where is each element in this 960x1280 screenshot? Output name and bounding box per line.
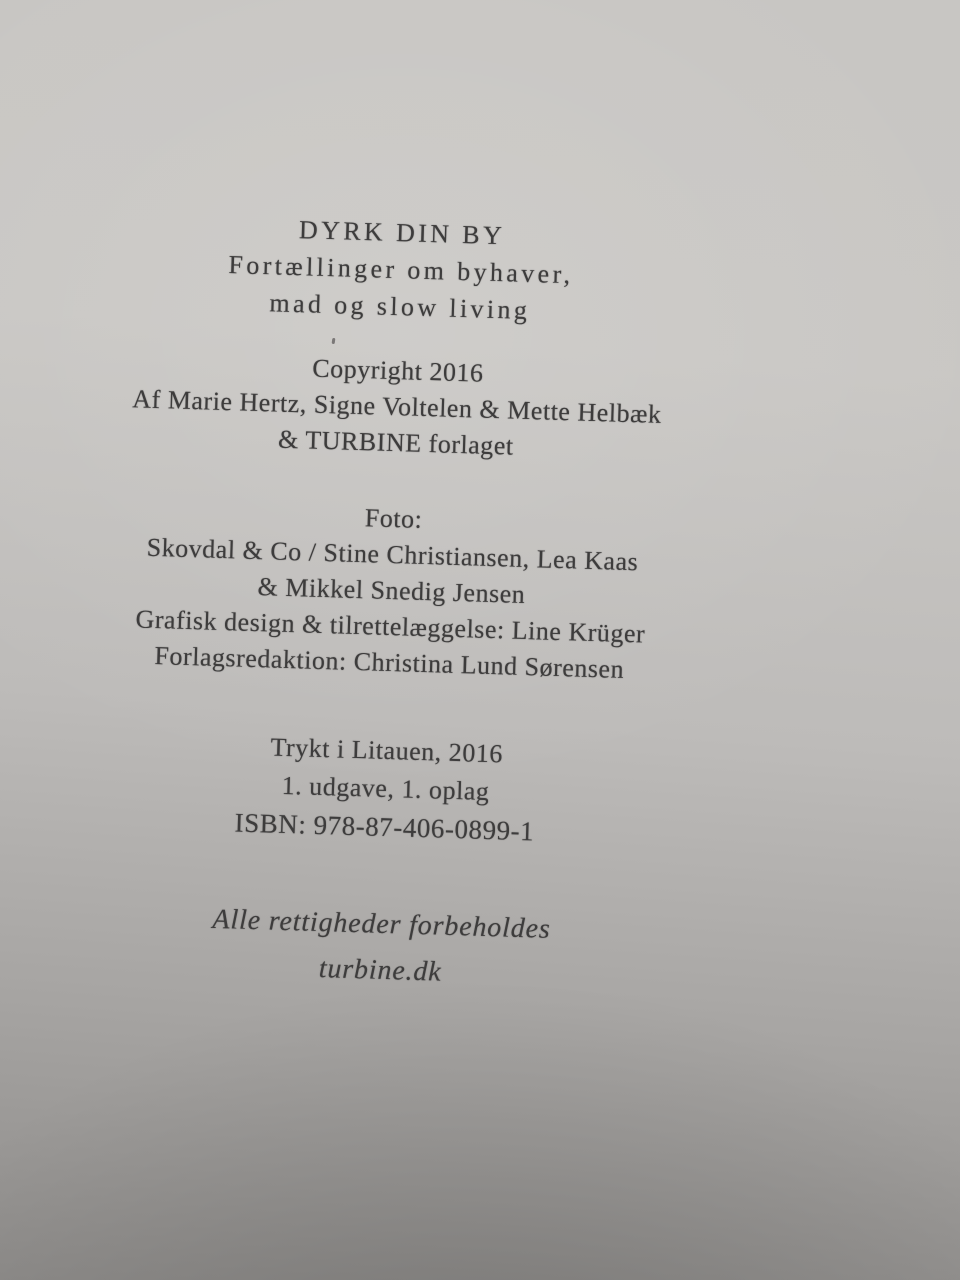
editorial-credit: Forlagsredaktion: Christina Lund Sørensen [154,641,625,684]
publisher-website: turbine.dk [318,953,442,988]
book-subtitle-line-2: mad og slow living [269,288,531,326]
design-credit: Grafisk design & tilrettelæggelse: Line Krüger [135,604,646,649]
copyright-block [5,342,788,473]
printing-block [0,720,777,857]
edition-line: 1. udgave, 1. oplag [281,770,490,807]
copyright-year: Copyright 2016 [311,353,484,388]
printed-in-line: Trykt i Litauen, 2016 [270,732,504,769]
photo-credits-names-2: & Mikkel Snedig Jensen [257,572,526,609]
book-title-block [10,203,793,337]
rights-block [0,890,772,1005]
book-title: DYRK DIN BY [298,215,506,251]
isbn-line: ISBN: 978-87-406-0899-1 [234,807,535,847]
photo-credits-names-1: Skovdal & Co / Stine Christiansen, Lea Kaas [146,532,639,577]
book-subtitle-line-1: Fortællinger om byhaver, [228,250,574,290]
copyright-publisher: & TURBINE forlaget [277,424,515,461]
rights-reserved-line: Alle rettigheder forbeholdes [212,903,552,945]
photo-credits-heading: Foto: [364,503,423,534]
copyright-authors: Af Marie Hertz, Signe Voltelen & Mette Helbæk [131,384,662,429]
